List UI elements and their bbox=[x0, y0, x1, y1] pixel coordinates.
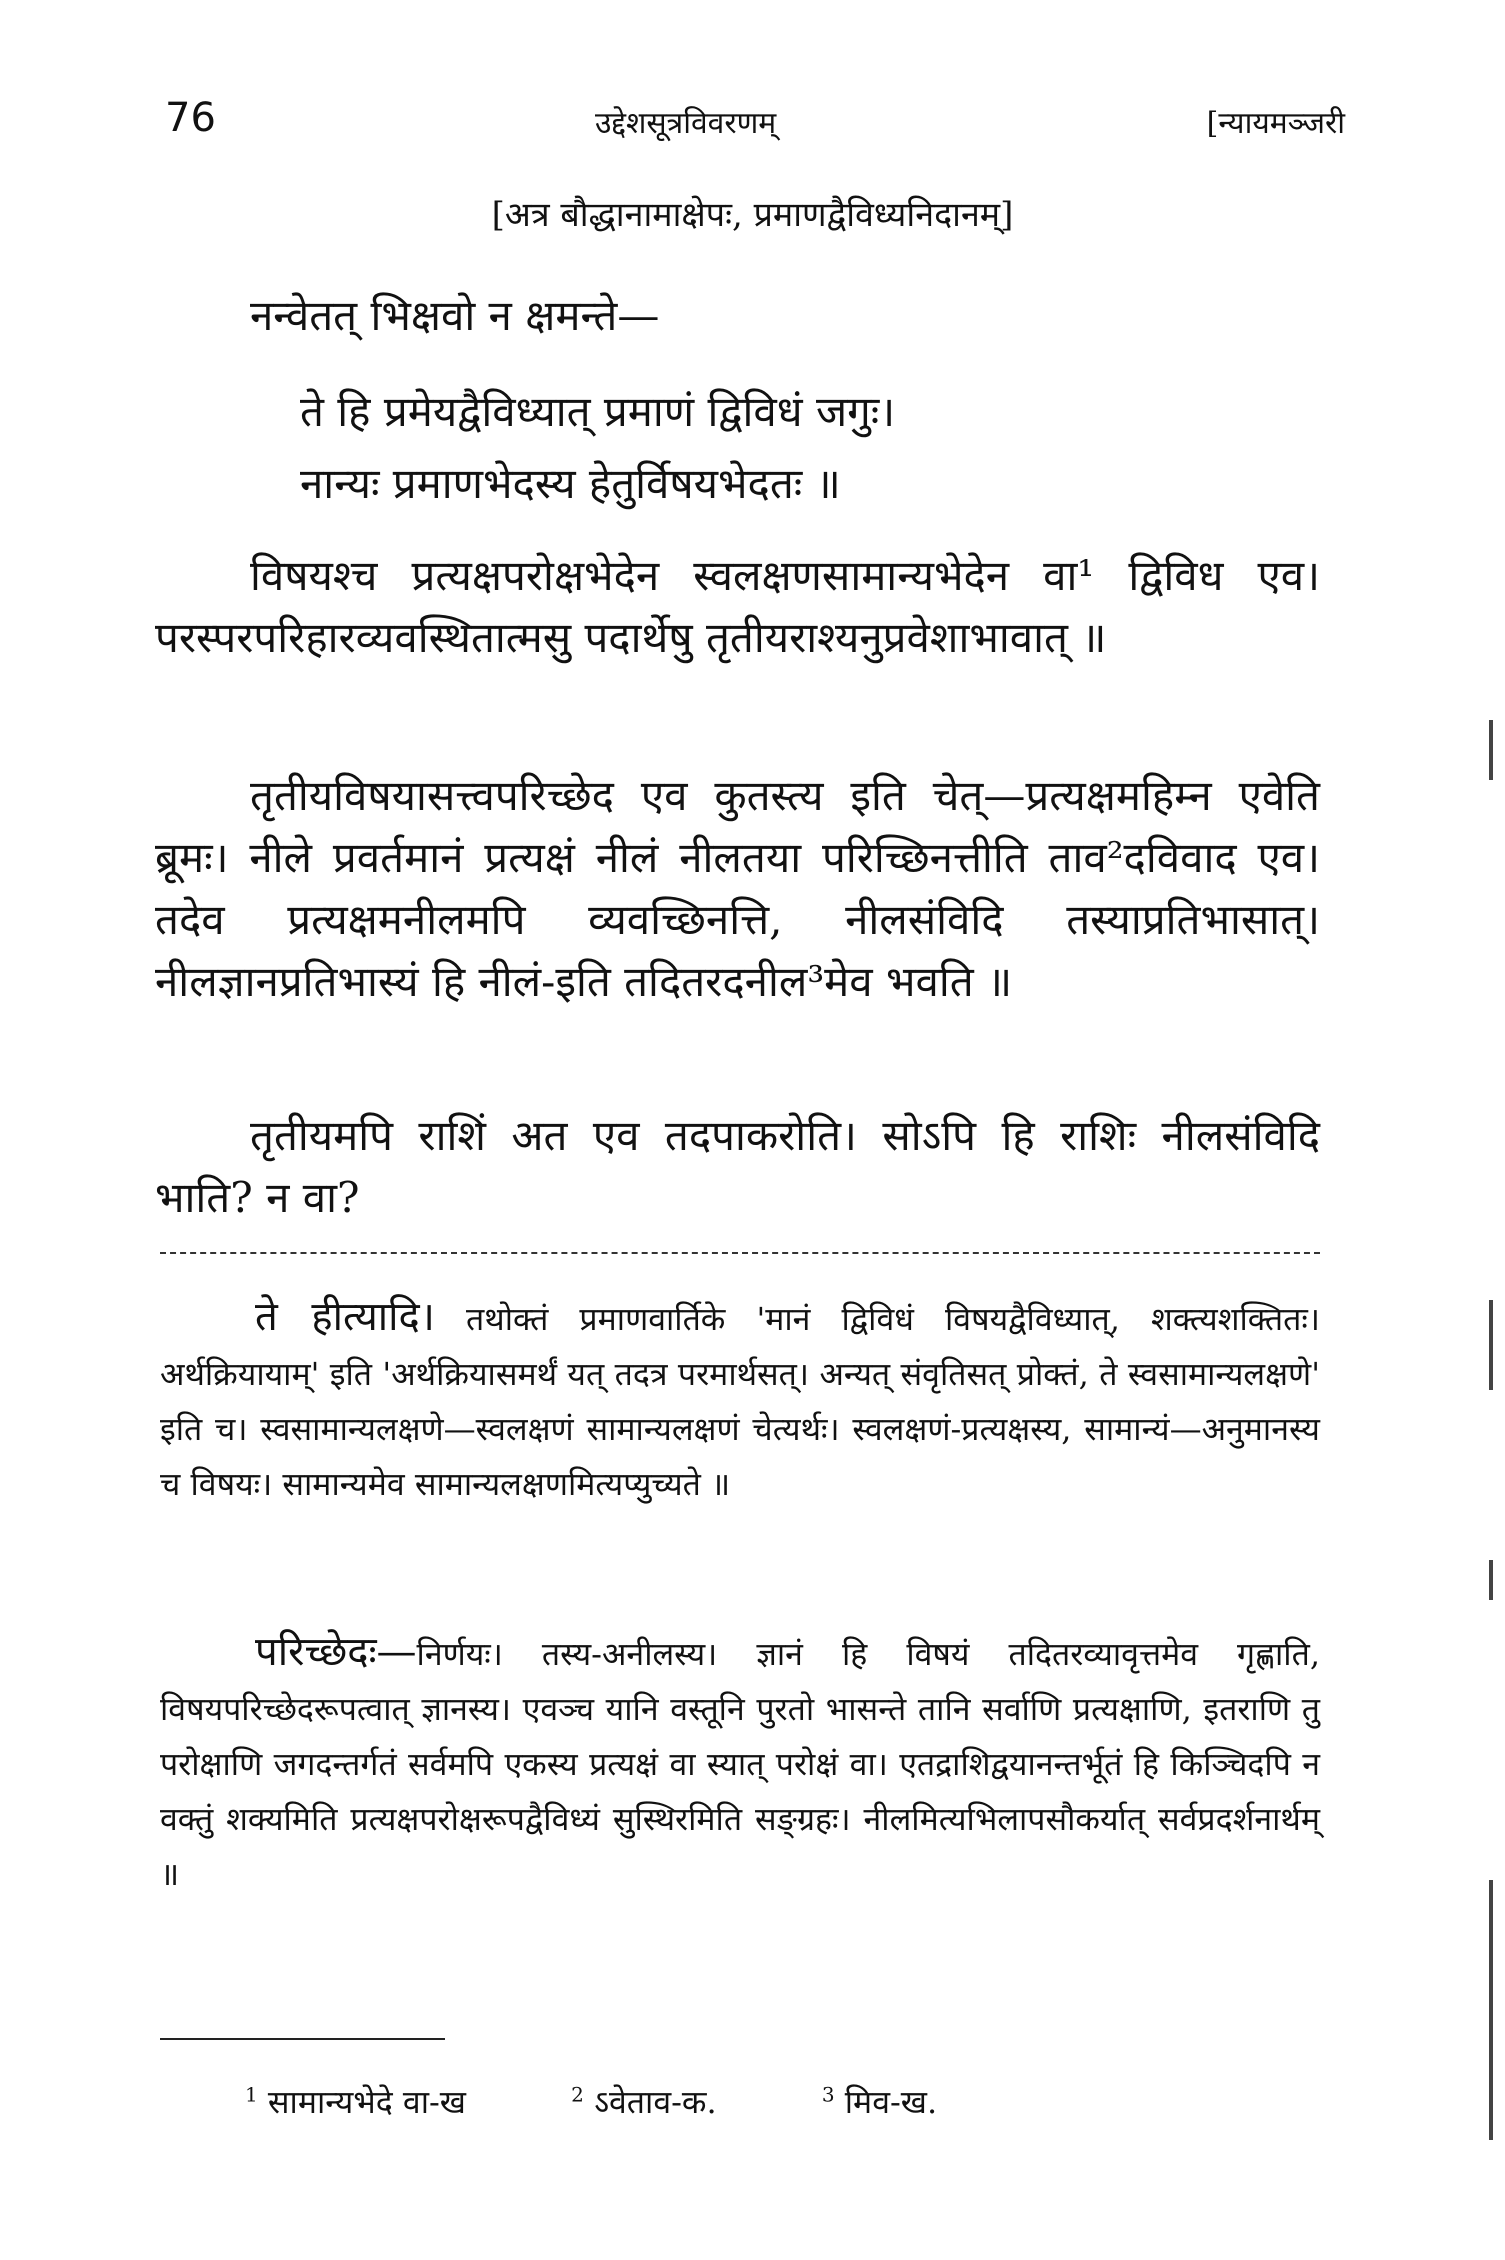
footnote-2 bbox=[571, 2080, 717, 2123]
commentary-text bbox=[160, 1625, 1320, 1902]
main-intro bbox=[155, 285, 1320, 347]
paragraph-text: तृतीयमपि राशिं अत एव तदपाकरोति। सोऽपि हि राशिः नीलसंविदि भाति? न वा? bbox=[155, 1111, 1320, 1222]
main-paragraph-2 bbox=[155, 765, 1320, 1013]
commentary-paragraph-2 bbox=[160, 1625, 1320, 1902]
section-heading: [अत्र बौद्धानामाक्षेपः, प्रमाणद्वैविध्यनिदानम्] bbox=[491, 195, 1014, 235]
footnote-text: सामान्यभेदे वा-ख bbox=[267, 2083, 466, 2121]
commentary-text bbox=[160, 1290, 1320, 1512]
commentary-body: निर्णयः। तस्य-अनीलस्य। ज्ञानं हि विषयं तदितरव्यावृत्तमेव गृह्णाति, विषयपरिच्छेदरूपत्वात् ज्ञानस्य। एवञ्च यानि वस्तूनि पुरतो भासन्ते तानि सर्वाणि प्रत्यक्षाणि, इतराणि तु परोक्षाणि जगदन्तर्गतं सर्वमपि एकस्य प्रत्यक्षं वा स्यात् परोक्षं वा। एतद्राशिद्वयानन्तर्भूतं हि किञ्चिदपि न वक्तुं शक्यमिति प्रत्यक्षपरोक्षरूपद्वैविध्यं सुस्थिरमिति सङ्ग्रहः। नीलमित्यभिलापसौकर्यात् सर्वप्रदर्शनार्थम् ॥ bbox=[160, 1635, 1320, 1893]
running-title: उद्देशसूत्रविवरणम् bbox=[595, 106, 777, 141]
scan-edge-mark bbox=[1489, 1300, 1493, 1390]
main-paragraph-1 bbox=[155, 545, 1320, 669]
footnote-number: 2 bbox=[571, 2082, 584, 2107]
commentary-paragraph-1 bbox=[160, 1290, 1320, 1512]
footnote-3 bbox=[822, 2080, 937, 2123]
commentary-body: तथोक्तं प्रमाणवार्तिके 'मानं द्विविधं विषयद्वैविध्यात्, शक्त्यशक्तितः। अर्थक्रियायाम्' इति 'अर्थक्रियासमर्थं यत् तदत्र परमार्थसत्। अन्यत् संवृतिसत् प्रोक्तं, ते स्वसामान्यलक्षणे' इति च। स्वसामान्यलक्षणे—स्वलक्षणं सामान्यलक्षणं चेत्यर्थः। स्वलक्षणं-प्रत्यक्षस्य, सामान्यं—अनुमानस्य च विषयः। सामान्यमेव सामान्यलक्षणमित्यप्युच्यते ॥ bbox=[160, 1300, 1320, 1503]
commentary-lead: परिच्छेदः— bbox=[255, 1629, 417, 1675]
footnotes bbox=[245, 2080, 1245, 2123]
page-number: 76 bbox=[165, 95, 216, 141]
commentary-lead: ते हीत्यादि। bbox=[255, 1294, 435, 1340]
verse-line-2: नान्यः प्रमाणभेदस्य हेतुर्विषयभेदतः ॥ bbox=[300, 459, 841, 508]
verse-line-1: ते हि प्रमेयद्वैविध्यात् प्रमाणं द्विविधं जगुः। bbox=[300, 387, 896, 436]
main-paragraph-3 bbox=[155, 1105, 1320, 1229]
verse-block bbox=[300, 376, 1300, 520]
page-header bbox=[165, 95, 1345, 155]
footnote-text: ऽवेताव-क. bbox=[594, 2083, 717, 2121]
running-book-title: [न्यायमञ्जरी bbox=[1206, 106, 1345, 141]
footnote-rule bbox=[160, 2038, 445, 2040]
scan-edge-mark bbox=[1489, 1880, 1493, 2140]
footnote-number: 1 bbox=[245, 2082, 258, 2107]
scan-edge-mark bbox=[1489, 1560, 1493, 1600]
scan-edge-mark bbox=[1489, 720, 1493, 780]
text-divider bbox=[160, 1252, 1320, 1254]
footnote-number: 3 bbox=[821, 2082, 835, 2107]
intro-line: नन्वेतत् भिक्षवो न क्षमन्ते— bbox=[250, 291, 660, 340]
paragraph-text: विषयश्च प्रत्यक्षपरोक्षभेदेन स्वलक्षणसामान्यभेदेन वा¹ द्विविध एव। परस्परपरिहारव्यवस्थितात्मसु पदार्थेषु तृतीयराश्यनुप्रवेशाभावात् ॥ bbox=[155, 551, 1320, 662]
footnote-1 bbox=[245, 2080, 466, 2123]
paragraph-text: तृतीयविषयासत्त्वपरिच्छेद एव कुतस्त्य इति चेत्—प्रत्यक्षमहिम्न एवेति ब्रूमः। नीले प्रवर्तमानं प्रत्यक्षं नीलं नीलतया परिच्छिनत्तीति ताव²दविवाद एव। तदेव प्रत्यक्षमनीलमपि व्यवच्छिनत्ति, नीलसंविदि तस्याप्रतिभासात्। नीलज्ञानप्रतिभास्यं हि नीलं-इति तदितरदनील³मेव भवति ॥ bbox=[155, 771, 1320, 1006]
footnote-text: मिव-ख. bbox=[844, 2083, 938, 2121]
